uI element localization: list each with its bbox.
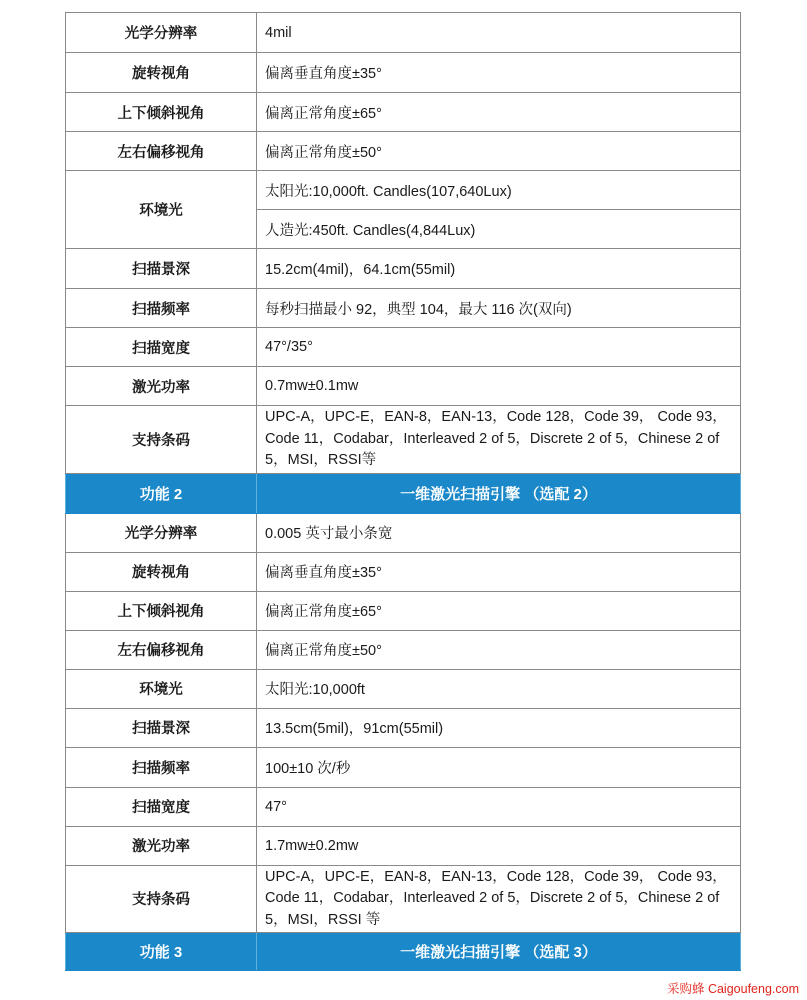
spec-row — [66, 53, 741, 93]
spec-row — [66, 249, 741, 289]
section-title: 一维激光扫描引擎 （选配 3） — [257, 933, 741, 971]
section-title: 一维激光扫描引擎 （选配 2） — [257, 473, 741, 513]
spec-value: 1.7mw±0.2mw — [257, 826, 741, 865]
spec-label: 光学分辨率 — [66, 13, 257, 53]
spec-label: 扫描宽度 — [66, 328, 257, 367]
barcode-line: Code 11，Codabar，Interleaved 2 of 5，Discrete 2 of 5，Chinese 2 of — [265, 430, 720, 447]
spec-label: 左右偏移视角 — [66, 132, 257, 171]
barcode-line: Code 11，Codabar，Interleaved 2 of 5，Discrete 2 of 5，Chinese 2 of — [265, 890, 720, 906]
spec-row — [66, 630, 741, 669]
spec-label: 激光功率 — [66, 826, 257, 865]
spec-label: 旋转视角 — [66, 53, 257, 93]
spec-value: 偏离垂直角度±35° — [257, 53, 741, 93]
spec-label: 扫描频率 — [66, 289, 257, 328]
spec-value: 偏离垂直角度±35° — [257, 552, 741, 591]
spec-label: 支持条码 — [66, 865, 257, 933]
spec-value: 偏离正常角度±65° — [257, 93, 741, 132]
section-header — [66, 933, 741, 971]
spec-row — [66, 289, 741, 328]
spec-row — [66, 865, 741, 933]
spec-row — [66, 132, 741, 171]
spec-value: 13.5cm(5mil)，91cm(55mil) — [257, 708, 741, 747]
spec-value: 47°/35° — [257, 328, 741, 367]
spec-label: 上下倾斜视角 — [66, 93, 257, 132]
spec-row — [66, 328, 741, 367]
spec-label: 环境光 — [66, 171, 257, 249]
spec-value: 0.7mw±0.1mw — [257, 367, 741, 406]
spec-label: 旋转视角 — [66, 552, 257, 591]
spec-value: 太阳光:10,000ft. Candles(107,640Lux) — [257, 171, 741, 210]
spec-value: 偏离正常角度±50° — [257, 132, 741, 171]
spec-value: 0.005 英寸最小条宽 — [257, 513, 741, 552]
spec-label: 扫描宽度 — [66, 787, 257, 826]
spec-label: 扫描频率 — [66, 747, 257, 787]
spec-table — [65, 12, 741, 971]
section-label: 功能 3 — [66, 933, 257, 971]
spec-label: 扫描景深 — [66, 708, 257, 747]
barcode-line: UPC-A，UPC-E，EAN-8，EAN-13，Code 128，Code 39， Code 93， — [265, 409, 727, 425]
spec-row — [66, 787, 741, 826]
spec-row — [66, 591, 741, 630]
spec-row — [66, 93, 741, 132]
spec-row — [66, 367, 741, 406]
spec-row — [66, 13, 741, 53]
spec-value — [257, 865, 741, 933]
spec-value: 4mil — [257, 13, 741, 53]
spec-row — [66, 552, 741, 591]
spec-value: 人造光:450ft. Candles(4,844Lux) — [257, 210, 741, 249]
spec-value: 100±10 次/秒 — [257, 747, 741, 787]
spec-label: 支持条码 — [66, 406, 257, 474]
spec-label: 环境光 — [66, 669, 257, 708]
spec-row — [66, 747, 741, 787]
spec-row — [66, 708, 741, 747]
spec-label: 左右偏移视角 — [66, 630, 257, 669]
spec-label: 光学分辨率 — [66, 513, 257, 552]
spec-row — [66, 826, 741, 865]
spec-value: 47° — [257, 787, 741, 826]
watermark: 采购蜂 Caigoufeng.com — [666, 982, 799, 996]
barcode-line: UPC-A，UPC-E，EAN-8，EAN-13，Code 128，Code 39， Code 93， — [265, 868, 727, 885]
barcode-line: 5，MSI，RSSI 等 — [265, 911, 381, 928]
section-header — [66, 473, 741, 513]
section-label: 功能 2 — [66, 473, 257, 513]
barcode-line: 5，MSI，RSSI等 — [265, 452, 377, 468]
spec-value: 15.2cm(4mil)，64.1cm(55mil) — [257, 249, 741, 289]
spec-label: 上下倾斜视角 — [66, 591, 257, 630]
spec-label: 激光功率 — [66, 367, 257, 406]
spec-value: 太阳光:10,000ft — [257, 669, 741, 708]
spec-value: 偏离正常角度±65° — [257, 591, 741, 630]
spec-value: 每秒扫描最小 92，典型 104，最大 116 次(双向) — [257, 289, 741, 328]
spec-value: 偏离正常角度±50° — [257, 630, 741, 669]
spec-value — [257, 406, 741, 474]
spec-label: 扫描景深 — [66, 249, 257, 289]
spec-row — [66, 406, 741, 474]
spec-row — [66, 669, 741, 708]
spec-row — [66, 513, 741, 552]
spec-row — [66, 171, 741, 210]
